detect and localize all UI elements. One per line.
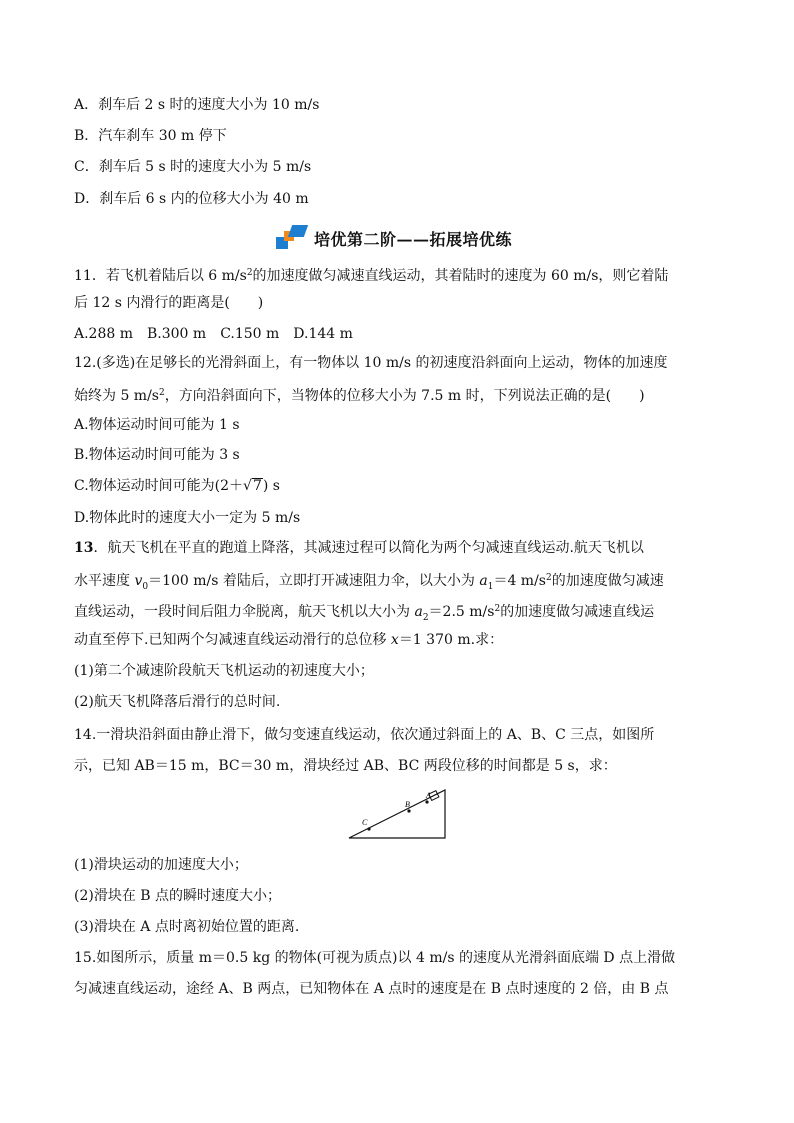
section-logo-icon (276, 225, 310, 251)
q13-line4: 动直至停下.已知两个匀减速直线运动滑行的总位移 x＝1 370 m.求： (74, 632, 504, 648)
point-b-dot (407, 809, 410, 812)
q13-line3: 直线运动，一段时间后阻力伞脱离，航天飞机以大小为 $a_2=2.5$ $m/s^2$的加速度做匀减速直线运 (74, 604, 655, 623)
q12-line1: 12.(多选)在足够长的光滑斜面上，有一物体以 10 m/s 的初速度沿斜面向上运动，物体的加速度 (74, 355, 668, 371)
label-b: B (405, 800, 410, 809)
label-a: A (426, 791, 431, 800)
q14-line1: 14.一滑块沿斜面由静止滑下，做匀变速直线运动，依次通过斜面上的 A、B、C 三点，如图所 (74, 727, 655, 743)
q12-option-b: B.物体运动时间可能为 3 s (74, 447, 240, 463)
point-c-dot (367, 827, 370, 830)
section-heading (276, 224, 512, 252)
q14-sub3: (3)滑块在 A 点时离初始位置的距离. (74, 919, 300, 935)
q11-line2: 后 12 s 内滑行的距离是( ) (74, 295, 264, 311)
q15-line1: 15.如图所示，质量 m＝0.5 kg 的物体(可视为质点)以 4 m/s 的速度从光滑斜面底端 D 点上滑做 (74, 950, 676, 966)
q12-option-c: C.物体运动时间可能为(2＋√7) s (74, 478, 280, 494)
label-c: C (362, 818, 368, 827)
q14-sub1: (1)滑块运动的加速度大小； (74, 857, 248, 873)
q11-line1: 11．若飞机着陆后以 6 $m/s^2$的加速度做匀减速直线运动，其着陆时的速度为 60 m/s，则它着陆 (74, 268, 669, 284)
q10-option-b: B．汽车刹车 30 m 停下 (74, 128, 227, 144)
q12-option-a: A.物体运动时间可能为 1 s (74, 417, 240, 433)
section-title: 培优第二阶——拓展培优练 (314, 229, 513, 249)
q13-sub1: (1)第二个减速阶段航天飞机运动的初速度大小； (74, 663, 374, 679)
q13-line2: 水平速度 $v_0=100$ m/s 着陆后，立即打开减速阻力伞，以大小为 $a_1=4$ $m/s^2$的加速度做匀减速 (74, 573, 664, 592)
q14-sub2: (2)滑块在 B 点的瞬时速度大小； (74, 888, 282, 904)
q13-line1: 13．航天飞机在平直的跑道上降落，其减速过程可以简化为两个匀减速直线运动.航天飞机以 (74, 540, 644, 556)
q10-option-a: A．刹车后 2 s 时的速度大小为 10 m/s (74, 97, 320, 113)
q12-option-d: D.物体此时的速度大小一定为 5 m/s (74, 510, 301, 526)
q13-sub2: (2)航天飞机降落后滑行的总时间. (74, 694, 281, 710)
q12-line2: 始终为 5 $m/s^2$，方向沿斜面向下，当物体的位移大小为 7.5 m 时，下列说法正确的是( ) (74, 388, 645, 404)
q15-line2: 匀减速直线运动，途经 A、B 两点，已知物体在 A 点时的速度是在 B 点时速度的 2 倍，由 B 点 (74, 981, 669, 997)
incline-figure (345, 786, 449, 842)
q11-options: A.288 m B.300 m C.150 m D.144 m (74, 326, 353, 342)
q10-option-d: D．刹车后 6 s 内的位移大小为 40 m (74, 191, 309, 207)
q14-line2: 示，已知 AB＝15 m，BC＝30 m，滑块经过 AB、BC 两段位移的时间都是 5 s，求： (74, 758, 617, 774)
q10-option-c: C．刹车后 5 s 时的速度大小为 5 m/s (74, 159, 312, 175)
point-a-dot (425, 800, 428, 803)
